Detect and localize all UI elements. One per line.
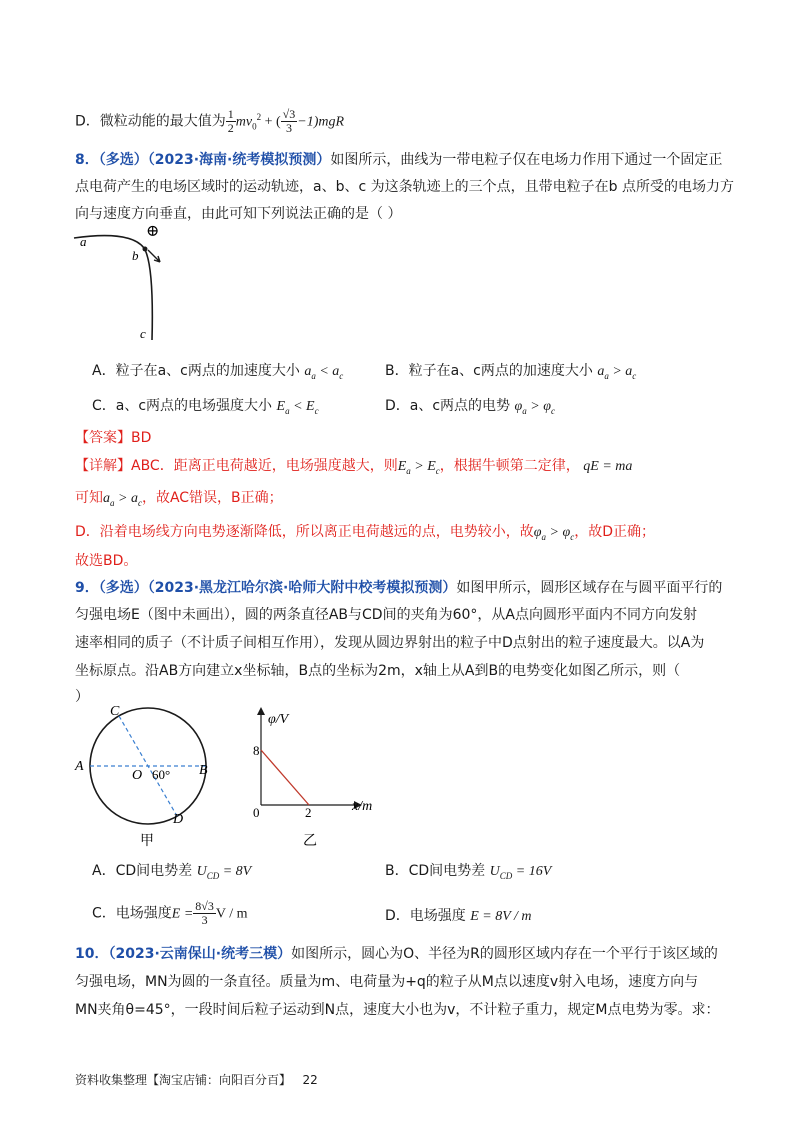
q8-stem-line1: 8．（多选）（2023·海南·统考模拟预测）如图所示，曲线为一带电粒子仅在电场力作用下通过一个固定正 xyxy=(75,152,723,168)
q9-yi-origin: 0 xyxy=(253,805,260,820)
q8-option-c: C．a、c两点的电场强度大小 $E_a < E_c$ xyxy=(92,398,319,416)
q9-caption-jia: 甲 xyxy=(140,834,154,849)
q7-option-d: D．微粒动能的最大值为 $\frac{1}{2}$ $mv_0^2$ + ( $\frac{√3}{3}$ −1)mgR xyxy=(75,107,345,135)
q8-option-b: B．粒子在a、c两点的加速度大小 $a_a > a_c$ xyxy=(385,363,637,381)
q8-label-c: c xyxy=(140,326,146,341)
q9-caption-yi: 乙 xyxy=(303,834,317,849)
q8-label-a: a xyxy=(80,234,87,249)
q9-label-angle: 60° xyxy=(152,767,171,782)
q9-option-d: D．电场强度 E = 8V / m xyxy=(385,908,532,924)
q8-detail-line3: D．沿着电场线方向电势逐渐降低，所以离正电荷越远的点，电势较小，故$\varphi_a > \varphi_c$，故D正确； xyxy=(75,524,656,542)
q7-option-d-tail: −1)mgR xyxy=(297,114,345,130)
q8-label-b: b xyxy=(132,248,139,263)
q10-stem-line1: 10．（2023·云南保山·统考三模）如图所示，圆心为O、半径为R的圆形区域内存在一个平行于该区域的 xyxy=(75,946,718,962)
q9-label-d: D xyxy=(173,812,184,827)
page-footer xyxy=(75,1071,318,1088)
q8-trajectory-curve xyxy=(74,236,152,340)
q9-option-b: B．CD间电势差 $U_{CD} = 16V$ xyxy=(385,863,552,881)
q9-option-c: C．电场强度E = $\frac{8√3}{3}$ V / m xyxy=(92,899,248,927)
q9-yi-y-arrow-icon xyxy=(257,707,265,715)
q8-point-b xyxy=(143,247,148,252)
q8-option-a: A．粒子在a、c两点的加速度大小 $a_a < a_c$ xyxy=(92,363,344,381)
q10-tag: （2023·云南保山·统考三模） xyxy=(108,946,292,962)
q9-figure-yi xyxy=(246,703,376,851)
page-number: 22 xyxy=(302,1073,318,1087)
q9-stem-line1: 9．（多选）（2023·黑龙江哈尔滨·哈师大附中校考模拟预测）如图甲所示，圆形区域存在与圆平面平行的 xyxy=(75,580,723,596)
q10-stem-line3: MN夹角θ=45°，一段时间后粒子运动到N点，速度大小也为v，不计粒子重力，规定M点电势为零。求： xyxy=(75,1002,720,1018)
q8-charge-icon: ⊕ xyxy=(146,223,160,240)
q8-trajectory-figure xyxy=(70,222,180,346)
q8-answer: 【答案】BD xyxy=(75,430,152,446)
q9-figure-jia xyxy=(70,700,220,850)
q10-number: 10． xyxy=(75,946,109,962)
q8-answer-value: BD xyxy=(131,430,152,446)
q8-stem-line3: 向与速度方向垂直，由此可知下列说法正确的是（ ） xyxy=(75,206,402,222)
q7-option-d-mv: mv xyxy=(235,114,253,130)
q8-number: 8． xyxy=(75,152,99,168)
q9-yi-xtick: 2 xyxy=(305,805,312,820)
q9-number: 9． xyxy=(75,580,99,596)
q9-stem-line3: 速率相同的质子（不计质子间相互作用），发现从圆边界射出的粒子中D点射出的粒子速度最大。以A为 xyxy=(75,635,705,651)
q9-label-b: B xyxy=(199,763,208,778)
q9-yi-potential-line xyxy=(261,750,309,805)
q8-detail-line4: 故选BD。 xyxy=(75,553,138,569)
q10-stem-line2: 匀强电场，MN为圆的一条直径。质量为m、电荷量为+q的粒子从M点以速度v射入电场，速度方向与 xyxy=(75,974,699,990)
q9-option-a: A．CD间电势差 $U_{CD} = 8V$ xyxy=(92,863,252,881)
q9-stem-line5: ） xyxy=(75,689,89,705)
q8-detail-line1: 【详解】ABC．距离正电荷越近，电场强度越大，则$E_a > E_c$，根据牛顿第二定律， qE = ma xyxy=(75,458,633,476)
q9-stem-line2: 匀强电场E（图中未画出），圆的两条直径AB与CD间的夹角为60°，从A点向圆形平面内不同方向发射 xyxy=(75,607,697,623)
footer-source: 资料收集整理【淘宝店铺：向阳百分百】 xyxy=(75,1073,292,1087)
q9-label-o: O xyxy=(132,768,143,783)
q8-stem-line2: 点电荷产生的电场区域时的运动轨迹，a、b、c 为这条轨迹上的三个点，且带电粒子在b 点所受的电场力方 xyxy=(75,179,734,195)
q9-label-c: C xyxy=(110,704,120,719)
q8-option-d: D．a、c两点的电势 $\varphi_a > \varphi_c$ xyxy=(385,398,555,416)
q9-tag: （多选）（2023·黑龙江哈尔滨·哈师大附中校考模拟预测） xyxy=(98,580,457,596)
q8-tag: （多选）（2023·海南·统考模拟预测） xyxy=(98,152,331,168)
q9-yi-ytick: 8 xyxy=(253,743,260,758)
q9-yi-xlabel: x/m xyxy=(352,799,373,814)
q8-detail-line2: 可知$a_a > a_c$，故AC错误，B正确； xyxy=(75,490,283,508)
q9-yi-ylabel: φ/V xyxy=(268,712,289,727)
q9-label-a: A xyxy=(75,759,84,774)
q8-arrow-icon xyxy=(148,250,160,262)
q9-stem-line4: 坐标原点。沿AB方向建立x坐标轴，B点的坐标为2m，x轴上从A到B的电势变化如图乙所示，则（ xyxy=(75,663,681,679)
